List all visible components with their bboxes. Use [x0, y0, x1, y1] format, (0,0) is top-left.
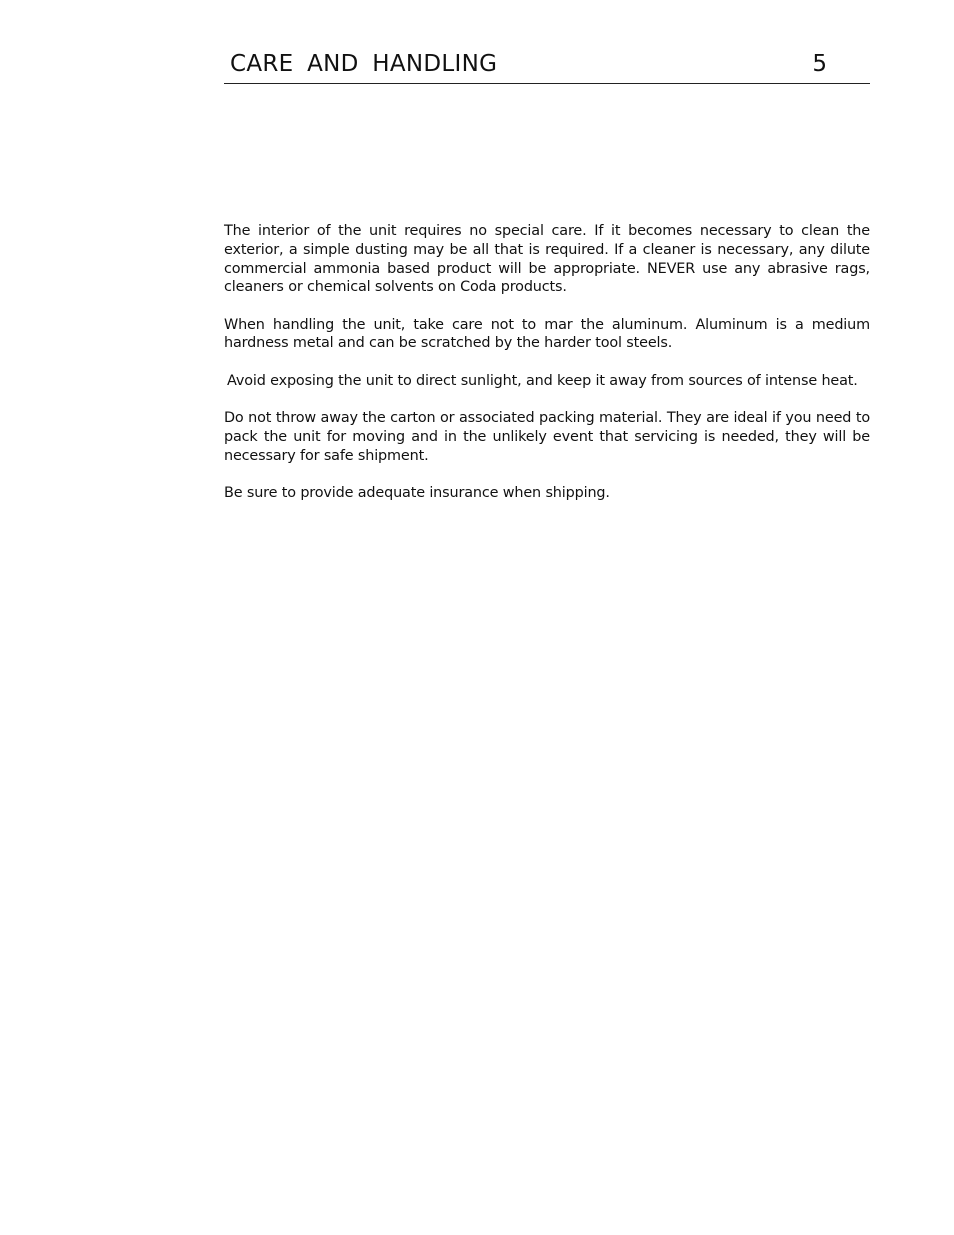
paragraph-sunlight-heat: Avoid exposing the unit to direct sunlight, and keep it away from sources of intense heat. — [227, 372, 858, 389]
paragraph-cleaning: The interior of the unit requires no special care. If it becomes necessary to clean the exterior, a simple dusting may be all that is required. If a cleaner is necessary, any dilute commercial ammonia based product will be appropriate. NEVER use any abrasive rags, cleaners or chemical solvents on Coda products. — [224, 223, 870, 296]
page-number: 5 — [812, 51, 827, 77]
paragraph-handling: When handling the unit, take care not to mar the aluminum. Aluminum is a medium hardness metal and can be scratched by the harder tool steels. — [224, 316, 870, 352]
page-header — [224, 50, 870, 84]
paragraph-packing: Do not throw away the carton or associated packing material. They are ideal if you need to pack the unit for moving and in the unlikely event that servicing is needed, they will be necessary for safe shipment. — [224, 410, 870, 464]
page-title: CARE AND HANDLING — [230, 51, 498, 77]
paragraph-insurance: Be sure to provide adequate insurance when shipping. — [224, 484, 610, 501]
body-text — [224, 222, 870, 521]
